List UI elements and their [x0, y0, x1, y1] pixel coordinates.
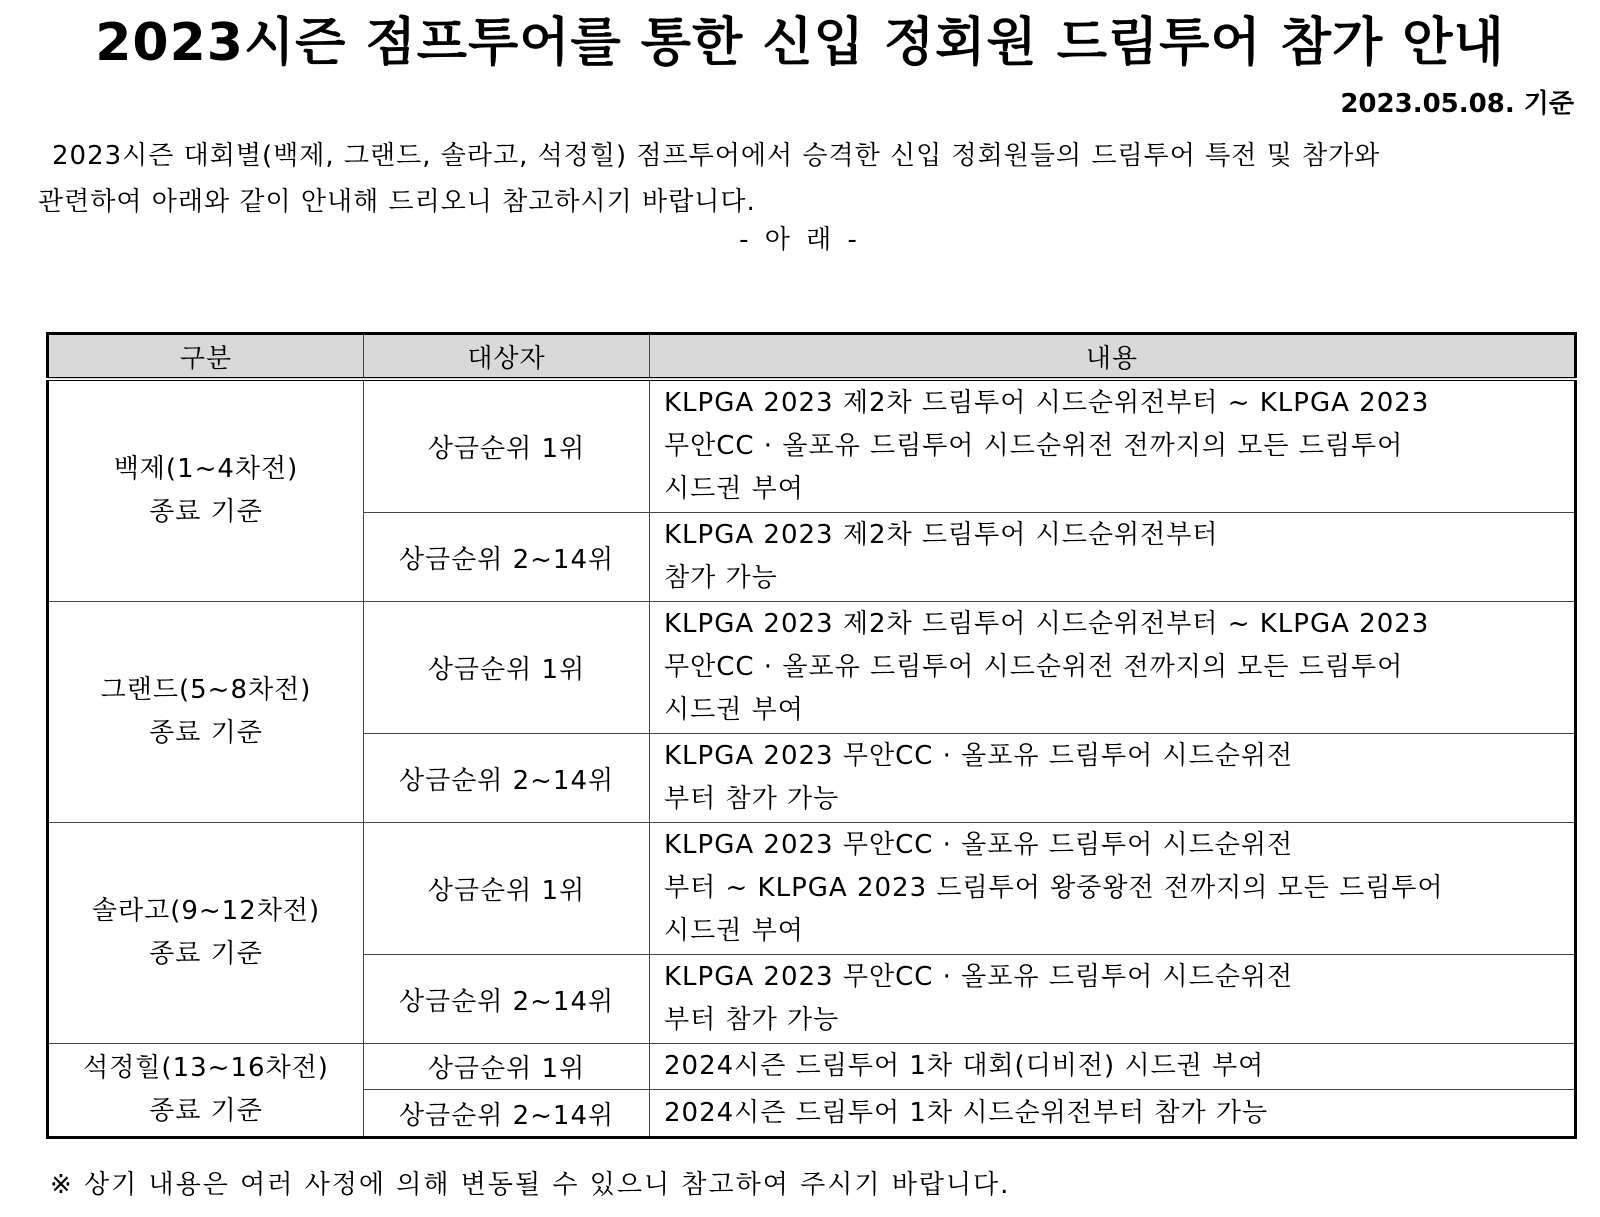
intro-line: 2023시즌 대회별(백제, 그랜드, 솔라고, 석정힐) 점프투어에서 승격한 신입 정회원들의 드림투어 특전 및 참가와 — [52, 141, 1381, 171]
target-cell: 상금순위 2~14위 — [364, 513, 650, 602]
category-cell — [48, 602, 364, 823]
content-line: KLPGA 2023 제2차 드림투어 시드순위전부터 ~ KLPGA 2023 — [664, 609, 1430, 639]
content-line: 시드권 부여 — [664, 916, 804, 946]
content-cell — [650, 1090, 1576, 1138]
intro-line: 관련하여 아래와 같이 안내해 드리오니 참고하시기 바랍니다. — [38, 187, 756, 217]
category-name: 백제(1~4차전) — [113, 454, 299, 484]
category-name: 솔라고(9~12차전) — [91, 896, 321, 926]
content-line: 시드권 부여 — [664, 474, 804, 504]
target-cell: 상금순위 2~14위 — [364, 955, 650, 1044]
content-cell — [650, 1044, 1576, 1090]
content-cell — [650, 823, 1576, 955]
section-subhead: - 아 래 - — [739, 225, 861, 255]
content-line: KLPGA 2023 제2차 드림투어 시드순위전부터 ~ KLPGA 2023 — [664, 388, 1430, 418]
target-cell: 상금순위 1위 — [364, 823, 650, 955]
category-basis: 종료 기준 — [149, 718, 263, 748]
category-name: 석정힐(13~16차전) — [83, 1053, 329, 1083]
category-basis: 종료 기준 — [149, 939, 263, 969]
header-content: 내용 — [650, 334, 1576, 380]
table-row — [48, 823, 1576, 955]
table-row — [48, 1044, 1576, 1090]
category-cell — [48, 379, 364, 602]
content-line: 참가 가능 — [664, 563, 778, 593]
content-cell — [650, 955, 1576, 1044]
content-cell — [650, 734, 1576, 823]
intro-paragraph — [38, 133, 1548, 225]
category-cell — [48, 1044, 364, 1138]
table-header-row — [48, 334, 1576, 380]
reference-date: 2023.05.08. 기준 — [1340, 89, 1574, 119]
footnote: ※ 상기 내용은 여러 사정에 의해 변동될 수 있으니 참고하여 주시기 바랍니다. — [50, 1170, 1011, 1200]
content-line: 2024시즌 드림투어 1차 대회(디비전) 시드권 부여 — [664, 1051, 1265, 1081]
target-cell: 상금순위 2~14위 — [364, 1090, 650, 1138]
content-line: 무안CC · 올포유 드림투어 시드순위전 전까지의 모든 드림투어 — [664, 652, 1404, 682]
content-cell — [650, 602, 1576, 734]
content-line: KLPGA 2023 무안CC · 올포유 드림투어 시드순위전 — [664, 741, 1294, 771]
header-category: 구분 — [48, 334, 364, 380]
content-line: 부터 참가 가능 — [664, 784, 840, 814]
content-cell — [650, 513, 1576, 602]
target-cell: 상금순위 1위 — [364, 379, 650, 513]
content-line: 시드권 부여 — [664, 695, 804, 725]
content-line: KLPGA 2023 무안CC · 올포유 드림투어 시드순위전 — [664, 962, 1294, 992]
content-line: 부터 참가 가능 — [664, 1005, 840, 1035]
target-cell: 상금순위 2~14위 — [364, 734, 650, 823]
header-target: 대상자 — [364, 334, 650, 380]
target-cell: 상금순위 1위 — [364, 602, 650, 734]
category-cell — [48, 823, 364, 1044]
category-name: 그랜드(5~8차전) — [100, 675, 312, 705]
content-line: 무안CC · 올포유 드림투어 시드순위전 전까지의 모든 드림투어 — [664, 431, 1404, 461]
content-cell — [650, 379, 1576, 513]
table-row — [48, 379, 1576, 513]
target-cell: 상금순위 1위 — [364, 1044, 650, 1090]
content-line: 2024시즌 드림투어 1차 시드순위전부터 참가 가능 — [664, 1097, 1269, 1128]
content-line: KLPGA 2023 무안CC · 올포유 드림투어 시드순위전 — [664, 830, 1294, 860]
content-line: 부터 ~ KLPGA 2023 드림투어 왕중왕전 전까지의 모든 드림투어 — [664, 873, 1444, 903]
table-row — [48, 602, 1576, 734]
page-title: 2023시즌 점프투어를 통한 신입 정회원 드림투어 참가 안내 — [95, 13, 1505, 73]
dream-tour-table — [46, 332, 1577, 1139]
category-basis: 종료 기준 — [149, 1096, 263, 1126]
content-line: KLPGA 2023 제2차 드림투어 시드순위전부터 — [664, 520, 1219, 550]
category-basis: 종료 기준 — [149, 497, 263, 527]
